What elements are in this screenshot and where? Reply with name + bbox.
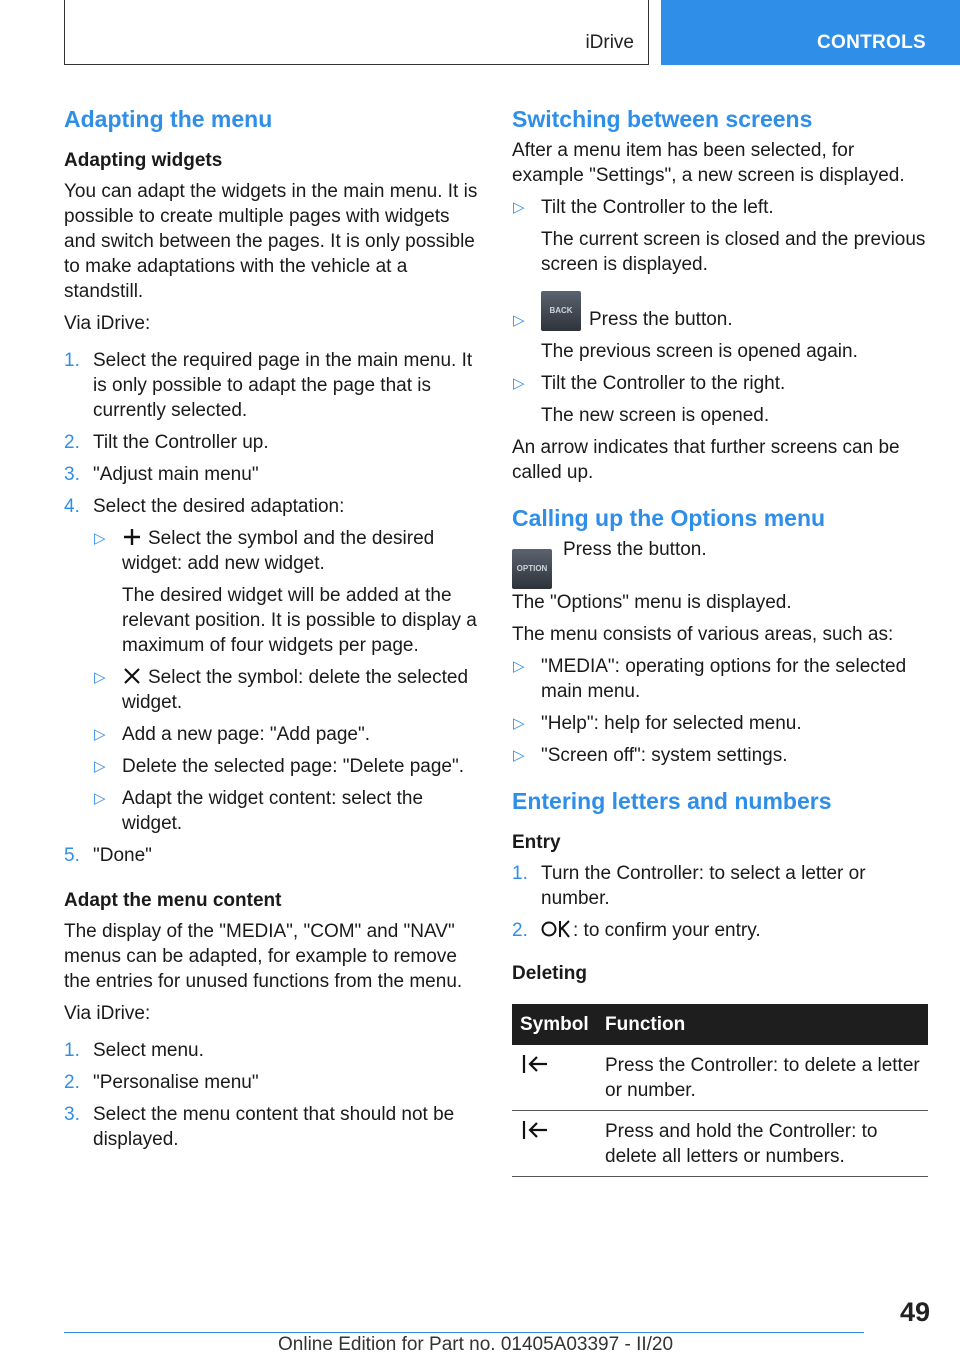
list-item	[512, 743, 930, 768]
plus-icon	[122, 527, 142, 547]
step-text: Tilt the Controller up.	[93, 432, 269, 453]
step-text: "Personalise menu"	[93, 1072, 259, 1093]
step-text: Select menu.	[93, 1040, 204, 1061]
triangle-bullet-icon: ▷	[94, 726, 106, 743]
heading-entering: Entering letters and numbers	[512, 788, 832, 814]
delete-arrow-icon	[520, 1053, 550, 1075]
step-item	[64, 1070, 482, 1095]
header-section-title: iDrive	[585, 32, 634, 53]
header-chapter-title: CONTROLS	[816, 32, 926, 53]
right-column	[512, 100, 930, 1177]
list-text: Tilt the Controller to the left.	[541, 197, 774, 218]
delete-arrow-icon	[520, 1119, 550, 1141]
table-row	[512, 1111, 928, 1177]
sublist-item	[93, 786, 482, 836]
options-press-text: Press the button.	[563, 539, 707, 560]
cross-icon	[122, 666, 142, 686]
heading-adapt-content: Adapt the menu content	[64, 890, 282, 911]
step-text: "Done"	[93, 845, 152, 866]
step-number: 3.	[64, 1104, 80, 1125]
step-number: 1.	[512, 863, 528, 884]
triangle-bullet-icon: ▷	[513, 312, 525, 329]
via-idrive-1: Via iDrive:	[64, 313, 151, 334]
heading-adapting-widgets: Adapting widgets	[64, 150, 223, 171]
triangle-bullet-icon: ▷	[94, 758, 106, 775]
table-row	[512, 1045, 928, 1111]
sublist-note: The desired widget will be added at the relevant position. It is possible to display a maximum of four widgets per page.	[122, 585, 477, 656]
table-header-symbol: Symbol	[512, 1004, 597, 1045]
table-header-row	[512, 1004, 928, 1045]
triangle-bullet-icon: ▷	[94, 530, 106, 547]
paragraph-content: The display of the "MEDIA", "COM" and "NAV" menus can be adapted, for example to remove the entries for unused functions from the menu.	[64, 921, 463, 992]
step-text: "Adjust main menu"	[93, 464, 259, 485]
list-item	[512, 711, 930, 736]
list-item	[512, 291, 930, 332]
step-text: Select the menu content that should not be displayed.	[93, 1104, 455, 1150]
step-text: Turn the Controller: to select a letter or number.	[541, 863, 866, 909]
step-text: Select the required page in the main menu. It is only possible to adapt the page that is currently selected.	[93, 350, 473, 421]
sublist-text: Delete the selected page: "Delete page".	[122, 756, 464, 777]
step-item	[64, 1102, 482, 1152]
step-number: 2.	[64, 432, 80, 453]
triangle-bullet-icon: ▷	[513, 715, 525, 732]
sublist-text: Add a new page: "Add page".	[122, 724, 371, 745]
symbol-function-table	[512, 1004, 928, 1177]
triangle-bullet-icon: ▷	[94, 669, 106, 686]
sublist-item	[93, 722, 482, 747]
table-header-function: Function	[597, 1004, 928, 1045]
triangle-bullet-icon: ▷	[513, 375, 525, 392]
table-cell-function: Press the Controller: to delete a letter or number.	[597, 1045, 928, 1111]
heading-deleting: Deleting	[512, 963, 587, 984]
left-column	[64, 100, 482, 1159]
list-text: "Help": help for selected menu.	[541, 713, 802, 734]
sublist-text: Select the symbol: delete the selected widget.	[122, 667, 469, 713]
list-text: "Screen off": system settings.	[541, 745, 788, 766]
list-text: Press the button.	[589, 309, 733, 330]
step-number: 1.	[64, 1040, 80, 1061]
sublist-item	[93, 526, 482, 576]
list-note: The new screen is opened.	[541, 405, 770, 426]
list-text: Tilt the Controller to the right.	[541, 373, 786, 394]
step-number: 5.	[64, 845, 80, 866]
step-text: : to confirm your entry.	[573, 920, 761, 941]
table-cell-symbol	[512, 1045, 597, 1111]
list-note: The current screen is closed and the previous screen is displayed.	[541, 229, 926, 275]
heading-entry: Entry	[512, 832, 561, 853]
step-item	[64, 462, 482, 487]
paragraph-switch: After a menu item has been selected, for example "Settings", a new screen is displayed.	[512, 140, 905, 186]
options-press-row	[512, 537, 930, 585]
step-item	[64, 843, 482, 868]
step-number: 3.	[64, 464, 80, 485]
paragraph-arrow: An arrow indicates that further screens can be called up.	[512, 437, 900, 483]
paragraph-widgets: You can adapt the widgets in the main menu. It is possible to create multiple pages with widgets and switch between the pages. It is only possible to make adaptations with the vehicle at a standstill.	[64, 181, 478, 302]
step-item	[64, 348, 482, 423]
step-number: 4.	[64, 496, 80, 517]
table-cell-function: Press and hold the Controller: to delete all letters or numbers.	[597, 1111, 928, 1177]
sublist-item	[93, 754, 482, 779]
list-note: The previous screen is opened again.	[541, 341, 858, 362]
step-item	[512, 861, 930, 911]
paragraph-areas: The menu consists of various areas, such as:	[512, 624, 894, 645]
step-item	[64, 1038, 482, 1063]
triangle-bullet-icon: ▷	[513, 658, 525, 675]
ok-icon	[541, 918, 573, 940]
heading-adapting-menu: Adapting the menu	[64, 106, 273, 132]
header-chapter-tab	[661, 0, 960, 65]
list-text: "MEDIA": operating options for the selected main menu.	[541, 656, 907, 702]
triangle-bullet-icon: ▷	[94, 790, 106, 807]
triangle-bullet-icon: ▷	[513, 199, 525, 216]
heading-switching-screens: Switching between screens	[512, 106, 813, 132]
footer-edition: Online Edition for Part no. 01405A03397 - II/20	[278, 1334, 674, 1355]
sublist-item	[93, 665, 482, 715]
header-section-box	[64, 0, 649, 65]
list-item	[512, 371, 930, 396]
triangle-bullet-icon: ▷	[513, 747, 525, 764]
list-item	[512, 195, 930, 220]
step-text: Select the desired adaptation:	[93, 496, 345, 517]
list-item	[512, 654, 930, 704]
paragraph-displayed: The "Options" menu is displayed.	[512, 592, 792, 613]
step-number: 2.	[64, 1072, 80, 1093]
heading-options-menu: Calling up the Options menu	[512, 505, 826, 531]
page-number: 49	[899, 1297, 930, 1327]
adaptation-sublist	[93, 526, 482, 836]
sublist-text: Select the symbol and the desired widget: add new widget.	[122, 528, 435, 574]
step-item	[512, 918, 930, 943]
back-button-icon: BACK	[541, 291, 581, 331]
step-number: 1.	[64, 350, 80, 371]
step-number: 2.	[512, 920, 528, 941]
sublist-text: Adapt the widget content: select the widget.	[122, 788, 424, 834]
table-cell-symbol	[512, 1111, 597, 1177]
step-item	[64, 430, 482, 455]
option-button-icon: OPTION	[512, 549, 552, 589]
via-idrive-2: Via iDrive:	[64, 1003, 151, 1024]
step-item	[64, 494, 482, 836]
